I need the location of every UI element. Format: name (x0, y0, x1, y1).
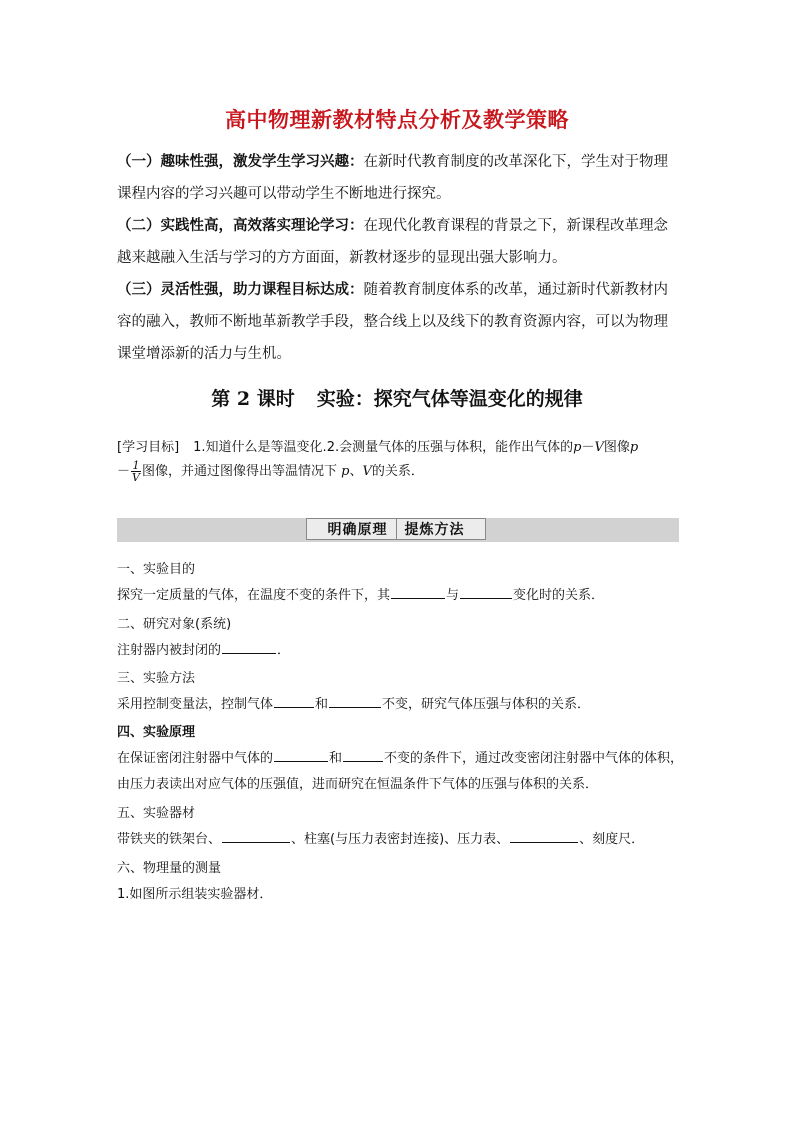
section-body: 1.如图所示组装实验器材． (117, 887, 273, 902)
body-text: 和 (329, 751, 343, 766)
body-text: 注射器内被封闭的 (117, 643, 222, 658)
goals-text: 图像，并通过图像得出等温情况下 (141, 464, 337, 479)
intro-text: 在新时代教育制度的改革深化下，学生对于物理课程内容的学习兴趣可以带动学生不断地进行探究。 (117, 154, 668, 202)
intro-lead: （二）实践性高，高效落实理论学习： (117, 218, 364, 234)
fraction-denominator: V (132, 471, 140, 484)
section-heading: 四、实验原理 (117, 725, 196, 740)
fill-blank[interactable] (222, 828, 290, 843)
section-method (117, 666, 687, 718)
section-measurement (117, 856, 687, 908)
fill-blank[interactable] (222, 639, 276, 654)
body-text: 和 (315, 697, 329, 712)
section-body (117, 638, 687, 664)
section-banner-box (306, 518, 486, 540)
fill-blank[interactable] (391, 584, 445, 599)
goals-text: 1.知道什么是等温变化.2.会测量气体的压强与体积，能作出气体的 (193, 440, 574, 455)
symbol-v: V (362, 464, 372, 479)
fill-blank[interactable] (274, 747, 328, 762)
lesson-topic: 实验：探究气体等温变化的规律 (316, 388, 583, 410)
section-body (117, 692, 687, 718)
fill-blank[interactable] (343, 747, 383, 762)
intro-text: 随着教育制度体系的改革，通过新时代新教材内容的融入，教师不断地革新教学手段，整合线上以及线下的教育资源内容，可以为物理课堂增添新的活力与生机。 (117, 282, 668, 362)
body-text: ． (277, 643, 291, 658)
intro-text: 在现代化教育课程的背景之下，新课程改革理念越来越融入生活与学习的方方面面，新教材逐步的显现出强大影响力。 (117, 218, 668, 266)
symbol-minus: － (117, 464, 131, 479)
body-text: 变化时的关系． (513, 588, 605, 603)
fill-blank[interactable] (329, 693, 381, 708)
body-text: 、柱塞(与压力表密封连接)、压力表、 (291, 832, 510, 847)
symbol-v: V (594, 440, 604, 455)
lesson-title (0, 384, 794, 411)
goals-text: 图像 (603, 440, 630, 455)
section-body (117, 746, 687, 798)
fill-blank[interactable] (274, 693, 314, 708)
section-body (117, 583, 687, 609)
goals-text: 的关系． (371, 464, 424, 479)
body-text: 、刻度尺． (579, 832, 645, 847)
banner-divider (396, 518, 397, 540)
section-heading: 六、物理量的测量 (117, 861, 222, 876)
section-heading: 三、实验方法 (117, 671, 196, 686)
section-body (117, 827, 687, 853)
body-text: 带铁夹的铁架台、 (117, 832, 222, 847)
body-text: 探究一定质量的气体，在温度不变的条件下，其 (117, 588, 391, 603)
intro-paragraph (117, 146, 679, 210)
fill-blank[interactable] (460, 584, 512, 599)
learning-goals (117, 436, 679, 484)
intro-lead: （三）灵活性强，助力课程目标达成： (117, 282, 364, 298)
banner-right-label: 提炼方法 (404, 522, 465, 538)
section-principle (117, 720, 687, 798)
section-object (117, 612, 687, 664)
section-banner (117, 518, 679, 542)
body-text: 不变，研究气体压强与体积的关系． (382, 697, 591, 712)
intro-paragraph (117, 274, 679, 370)
intro-lead: （一）趣味性强，激发学生学习兴趣： (117, 154, 364, 170)
body-text: 在保证密闭注射器中气体的 (117, 751, 274, 766)
fraction-one-over-v (131, 460, 141, 483)
section-purpose (117, 557, 687, 609)
lesson-number: 第 2 课时 (211, 388, 295, 410)
body-text: 不变的条件下，通过改变密闭注射器中气体的体积，由压力表读出对应气体的压强值，进而研究在恒温条件下气体的压强与体积的关系． (117, 751, 684, 792)
section-equipment (117, 801, 687, 853)
symbol-p: p (341, 464, 350, 479)
section-heading: 二、研究对象(系统) (117, 617, 232, 632)
section-heading: 五、实验器材 (117, 806, 196, 821)
intro-paragraph (117, 210, 679, 274)
symbol-p: p (629, 440, 639, 455)
document-title: 高中物理新教材特点分析及教学策略 (225, 108, 569, 132)
intro-block (117, 146, 679, 370)
symbol-comma: 、 (349, 464, 363, 479)
body-text: 采用控制变量法，控制气体 (117, 697, 274, 712)
symbol-dash: － (581, 440, 595, 455)
section-heading: 一、实验目的 (117, 562, 196, 577)
banner-left-label: 明确原理 (327, 522, 388, 538)
fill-blank[interactable] (510, 828, 578, 843)
goals-label: [学习目标] (117, 440, 180, 455)
symbol-p: p (573, 440, 582, 455)
fraction-numerator: 1 (132, 459, 140, 472)
body-text: 与 (446, 588, 460, 603)
